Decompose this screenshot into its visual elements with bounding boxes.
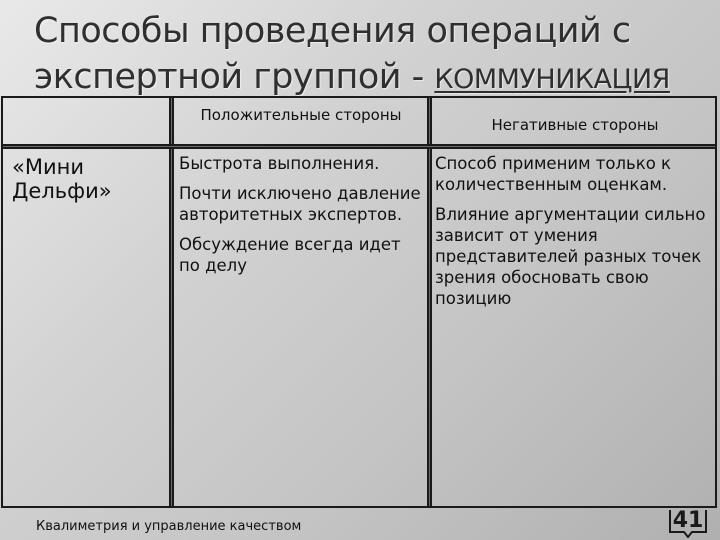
footer-text: Квалиметрия и управление качеством xyxy=(36,519,302,534)
negative-sides-cell xyxy=(435,153,719,318)
positive-item: Почти исключено давление авторитетных экспертов. xyxy=(179,184,421,224)
page-number-text: 41 xyxy=(672,508,704,533)
slide-title-keyword: КОММУНИКАЦИЯ xyxy=(434,64,670,95)
negative-item: Способ применим только к количественным оценкам. xyxy=(435,154,672,194)
row-label-mini-delphi: «Мини Дельфи» xyxy=(12,155,112,203)
table-header-divider xyxy=(3,144,715,149)
table-divider-2 xyxy=(427,98,432,506)
header-negative: Негативные стороны xyxy=(491,116,659,134)
slide-title xyxy=(34,8,694,103)
page-number xyxy=(666,508,710,534)
positive-sides-cell xyxy=(179,153,425,285)
slide-title-line-1: Способы проведения операций с xyxy=(34,11,631,51)
positive-item: Обсуждение всегда идет по делу xyxy=(179,235,401,275)
negative-item: Влияние аргументации сильно зависит от умения представителей разных точек зрения обосновать свою позицию xyxy=(435,205,706,308)
slide-title-line-2-text: экспертной группой - xyxy=(34,57,435,97)
positive-item: Быстрота выполнения. xyxy=(179,154,380,173)
table-divider-1 xyxy=(169,98,174,506)
comparison-table xyxy=(1,96,717,508)
header-positive: Положительные стороны xyxy=(200,106,402,124)
